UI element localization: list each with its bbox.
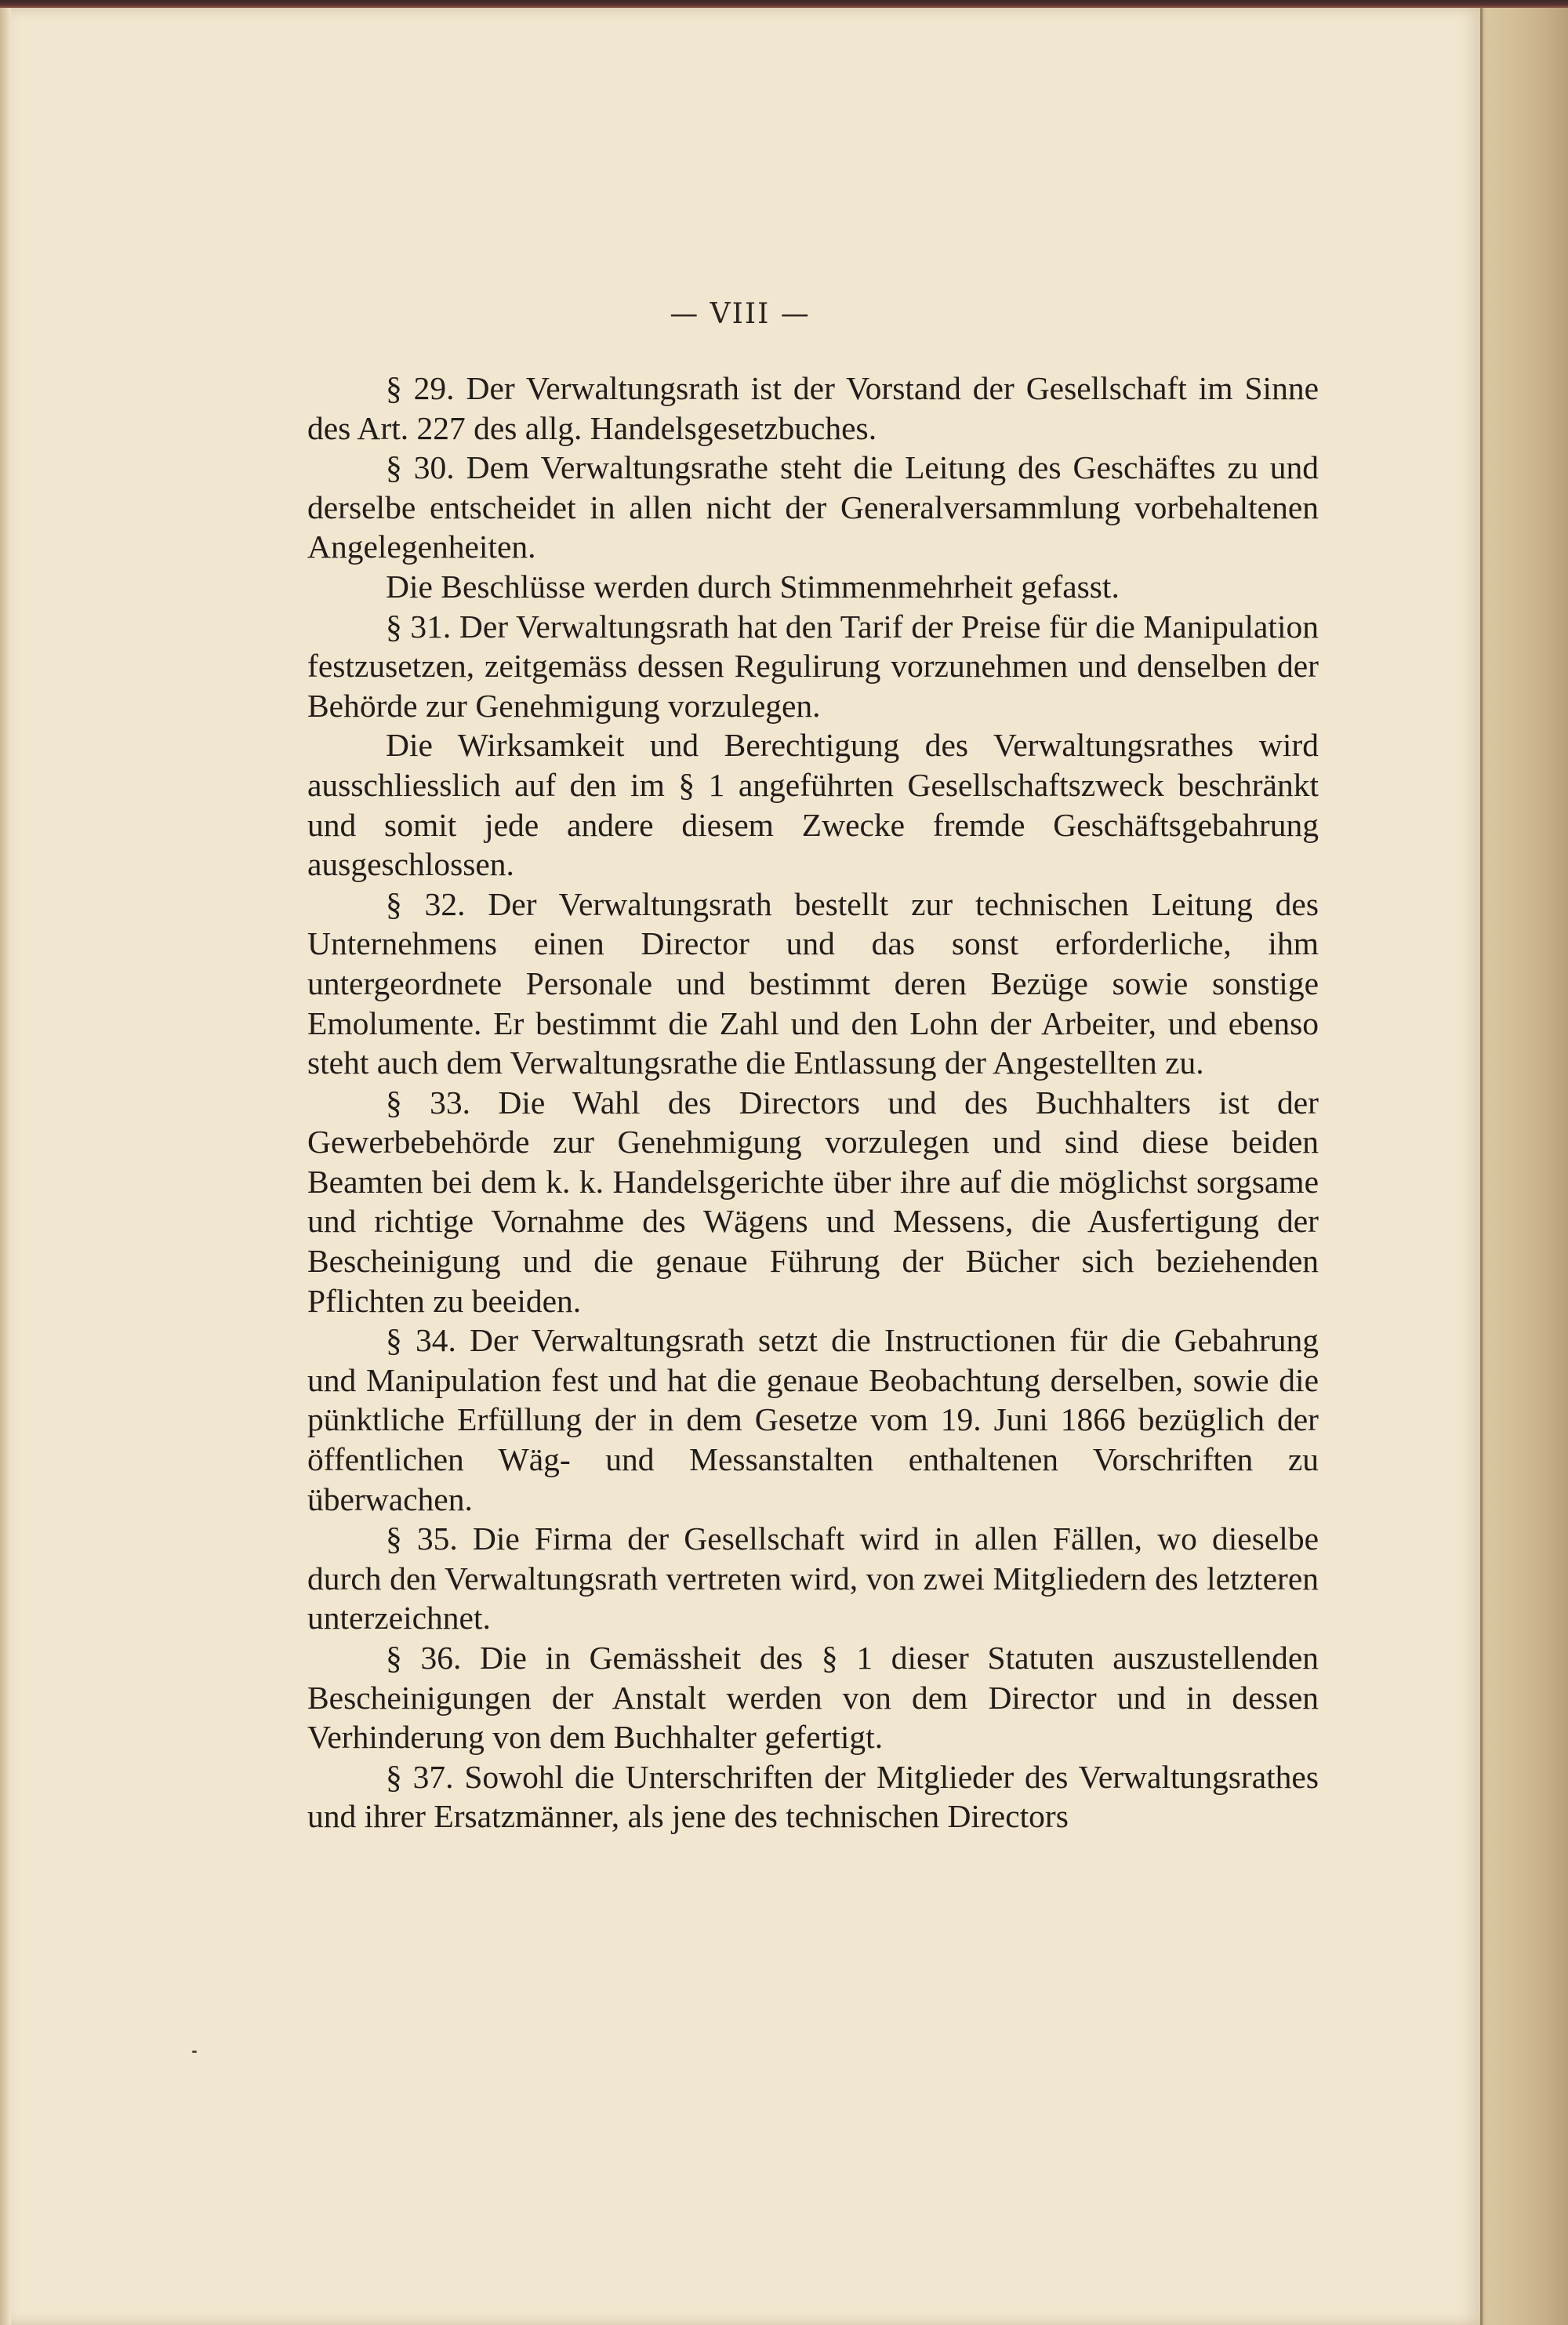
paragraph-section-35: § 35. Die Firma der Gesellschaft wird in allen Fällen, wo dieselbe durch den Verwaltungsrath vertreten wird, von zwei Mitgliedern des letzteren unterzeichnet. xyxy=(307,1520,1319,1637)
paragraph-section-36: § 36. Die in Gemässheit des § 1 dieser Statuten auszustellenden Bescheinigungen der Anstalt werden von dem Director und in dessen Verhinderung von dem Buchhalter gefertigt. xyxy=(307,1640,1319,1756)
paragraph-section-37: § 37. Sowohl die Unterschriften der Mitglieder des Verwaltungsrathes und ihrer Ersatzmänner, als jene des technischen Directors xyxy=(307,1758,1319,1835)
paragraph-section-30: § 30. Dem Verwaltungsrathe steht die Leitung des Geschäftes zu und derselbe entscheidet in allen nicht der Generalversammlung vorbehaltenen Angelegenheiten. xyxy=(307,449,1319,565)
paragraph-section-31: § 31. Der Verwaltungsrath hat den Tarif der Preise für die Manipulation festzusetzen, zeitgemäss dessen Regulirung vorzunehmen und denselben der Behörde zur Genehmigung vorzulegen. xyxy=(307,608,1319,724)
paragraph-section-31-scope: Die Wirksamkeit und Berechtigung des Verwaltungsrathes wird ausschliesslich auf den im § 1 angeführten Gesellschaftszweck beschränkt und somit jede andere diesem Zwecke fremde Geschäftsgebahrung ausgeschlossen. xyxy=(307,727,1319,883)
paragraph-section-30-resolutions: Die Beschlüsse werden durch Stimmenmehrheit gefasst. xyxy=(386,568,1120,605)
paragraph-section-33: § 33. Die Wahl des Directors und des Buchhalters ist der Gewerbebehörde zur Genehmigung vorzulegen und sind diese beiden Beamten bei dem k. k. Handelsgerichte über ihre auf die möglichst sorgsame und richtige Vornahme des Wägens und Messens, die Ausfertigung der Bescheinigung und die genaue Führung der Bücher sich beziehenden Pflichten zu beeiden. xyxy=(307,1084,1319,1319)
ink-speck xyxy=(192,2051,197,2053)
page-fold-line xyxy=(1480,8,1483,2325)
paragraph-section-29: § 29. Der Verwaltungsrath ist der Vorstand der Gesellschaft im Sinne des Art. 227 des allg. Handelsgesetzbuches. xyxy=(307,370,1319,446)
paragraph-section-32: § 32. Der Verwaltungsrath bestellt zur technischen Leitung des Unternehmens einen Director und das sonst erforderliche, ihm untergeordnete Personale und bestimmt deren Bezüge sowie sonstige Emolumente. Er bestimmt die Zahl und den Lohn der Arbeiter, und ebenso steht auch dem Verwaltungsrathe die Entlassung der Angestellten zu. xyxy=(307,885,1319,1081)
next-page-edge xyxy=(1480,8,1568,2325)
body-text xyxy=(307,369,1319,1836)
paragraph-section-34: § 34. Der Verwaltungsrath setzt die Instructionen für die Gebahrung und Manipulation fest und hat die genaue Beobachtung derselben, sowie die pünktliche Erfüllung der in dem Gesetze vom 19. Juni 1866 bezüglich der öffentlichen Wäg- und Messanstalten enthaltenen Vorschriften zu überwachen. xyxy=(307,1322,1319,1517)
page-number-header: — VIII — xyxy=(670,298,811,330)
page-left-edge xyxy=(0,8,11,2325)
